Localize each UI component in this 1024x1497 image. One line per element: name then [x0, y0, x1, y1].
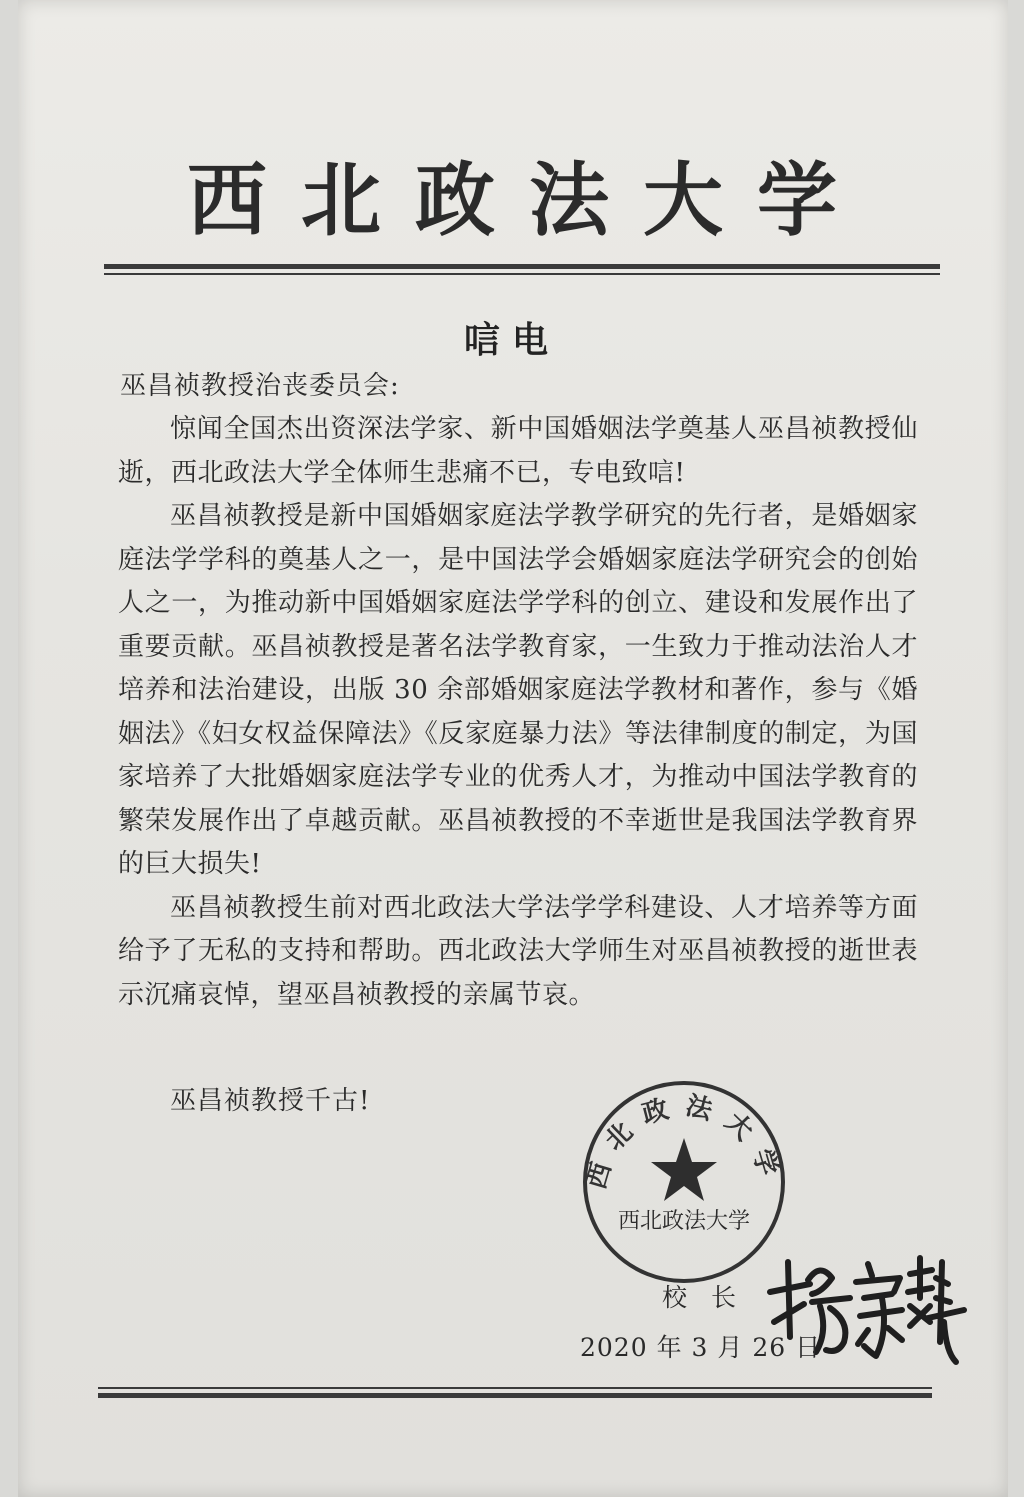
letter-body: [118, 408, 918, 1017]
footer-rule-thick: [98, 1393, 932, 1398]
president-title: 校长: [662, 1283, 761, 1312]
seal-center-text: 西北政法大学: [617, 1209, 751, 1234]
official-seal: [580, 1078, 788, 1286]
paragraph-2: 巫昌祯教授是新中国婚姻家庭法学教学研究的先行者，是婚姻家庭法学学科的奠基人之一，是中国法学会婚姻家庭法学研究会的创始人之一，为推动新中国婚姻家庭法学学科的创立、建设和发展作出了重要贡献。巫昌祯教授是著名法学教育家，一生致力于推动法治人才培养和法治建设，出版 30 余部婚姻家庭法学教材和著作，参与《婚姻法》《妇女权益保障法》《反家庭暴力法》等法律制度的制定，为国家培养了大批婚姻家庭法学专业的优秀人才，为推动中国法学教育的繁荣发展作出了卓越贡献。巫昌祯教授的不幸逝世是我国法学教育界的巨大损失!: [118, 501, 918, 879]
seal-ring-text: 西北政法大学: [581, 1090, 787, 1193]
star-icon: [651, 1138, 717, 1201]
footer-rule-thin: [98, 1387, 932, 1389]
document-title: 唁电: [463, 320, 560, 361]
paragraph-3: 巫昌祯教授生前对西北政法大学法学学科建设、人才培养等方面给予了无私的支持和帮助。西北政法大学师生对巫昌祯教授的逝世表示沉痛哀悼，望巫昌祯教授的亲属节哀。: [118, 892, 918, 1010]
closing-line: 巫昌祯教授千古!: [170, 1086, 371, 1116]
salutation: 巫昌祯教授治丧委员会:: [120, 371, 400, 401]
letterhead-rule-thick: [104, 264, 940, 269]
paragraph-1: 惊闻全国杰出资深法学家、新中国婚姻法学奠基人巫昌祯教授仙逝，西北政法大学全体师生悲痛不已，专电致唁!: [118, 414, 918, 488]
letterhead-rule-thin: [104, 273, 940, 275]
letterhead-institution: 西北政法大学: [187, 153, 871, 247]
signoff-date: 2020 年 3 月 26 日: [580, 1333, 822, 1362]
